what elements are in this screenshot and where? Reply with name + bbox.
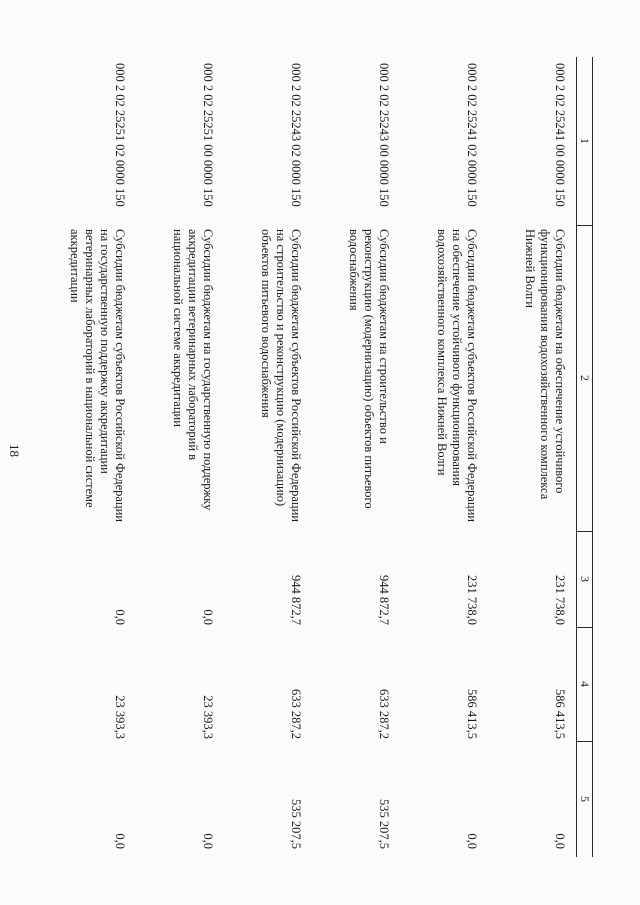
column-header-4: 4: [578, 681, 592, 687]
row-value-3: 944 872,7: [289, 575, 303, 625]
row-code: 000 2 02 25241 00 0000 150: [553, 63, 567, 207]
row-value-3: 0,0: [201, 609, 215, 625]
row-value-4: 23 393,3: [113, 695, 127, 739]
column-header-5: 5: [578, 796, 592, 802]
row-value-5: 0,0: [553, 833, 567, 849]
row-value-5: 535 207,5: [289, 799, 303, 849]
column-header-1: 1: [578, 138, 592, 144]
row-name: Субсидии бюджетам на обеспечение устойчивого функционирования водохозяйственного комплекса Нижней Волги: [523, 229, 567, 500]
row-value-3: 231 738,0: [465, 575, 479, 625]
table-row: [307, 57, 395, 857]
row-code: 000 2 02 25243 02 0000 150: [289, 63, 303, 207]
row-value-4: 586 413,5: [553, 689, 567, 739]
column-header-2: 2: [578, 375, 592, 381]
row-value-5: 0,0: [113, 833, 127, 849]
row-value-5: 535 207,5: [377, 799, 391, 849]
row-value-5: 0,0: [201, 833, 215, 849]
page-number: 18: [7, 444, 22, 457]
row-code: 000 2 02 25251 02 0000 150: [113, 63, 127, 207]
row-code: 000 2 02 25251 00 0000 150: [201, 63, 215, 207]
row-name: Субсидии бюджетам субъектов Российской Федерации на государственную поддержку аккредитации ветеринарных лабораторий в национальной системе аккредитации: [68, 229, 127, 522]
rotated-page: [61, 57, 593, 857]
row-value-5: 0,0: [465, 833, 479, 849]
row-name: Субсидии бюджетам субъектов Российской Федерации на обеспечение устойчивого функционирования водохозяйственного комплекса Нижней Волги: [435, 229, 479, 522]
table-row: [219, 57, 307, 857]
row-code: 000 2 02 25243 00 0000 150: [377, 63, 391, 207]
row-value-4: 633 287,2: [289, 689, 303, 739]
row-value-3: 231 738,0: [553, 575, 567, 625]
row-name: Субсидии бюджетам на строительство и реконструкцию (модернизацию) объектов питьевого водоснабжения: [347, 229, 391, 509]
row-name: Субсидии бюджетам на государственную поддержку аккредитации ветеринарных лабораторий в национальной системе аккредитации: [171, 229, 215, 511]
row-value-4: 586 413,5: [465, 689, 479, 739]
table-row: [395, 57, 483, 857]
table-row: [43, 57, 131, 857]
row-name: Субсидии бюджетам субъектов Российской Федерации на строительство и реконструкцию (модернизацию) объектов питьевого водоснабжения: [259, 229, 303, 522]
row-code: 000 2 02 25241 02 0000 150: [465, 63, 479, 207]
row-value-3: 0,0: [113, 609, 127, 625]
table-row: [131, 57, 219, 857]
row-value-4: 23 393,3: [201, 695, 215, 739]
column-header-3: 3: [578, 576, 592, 582]
row-value-4: 633 287,2: [377, 689, 391, 739]
budget-table: [61, 57, 593, 857]
row-value-3: 944 872,7: [377, 575, 391, 625]
table-row: [483, 57, 571, 857]
